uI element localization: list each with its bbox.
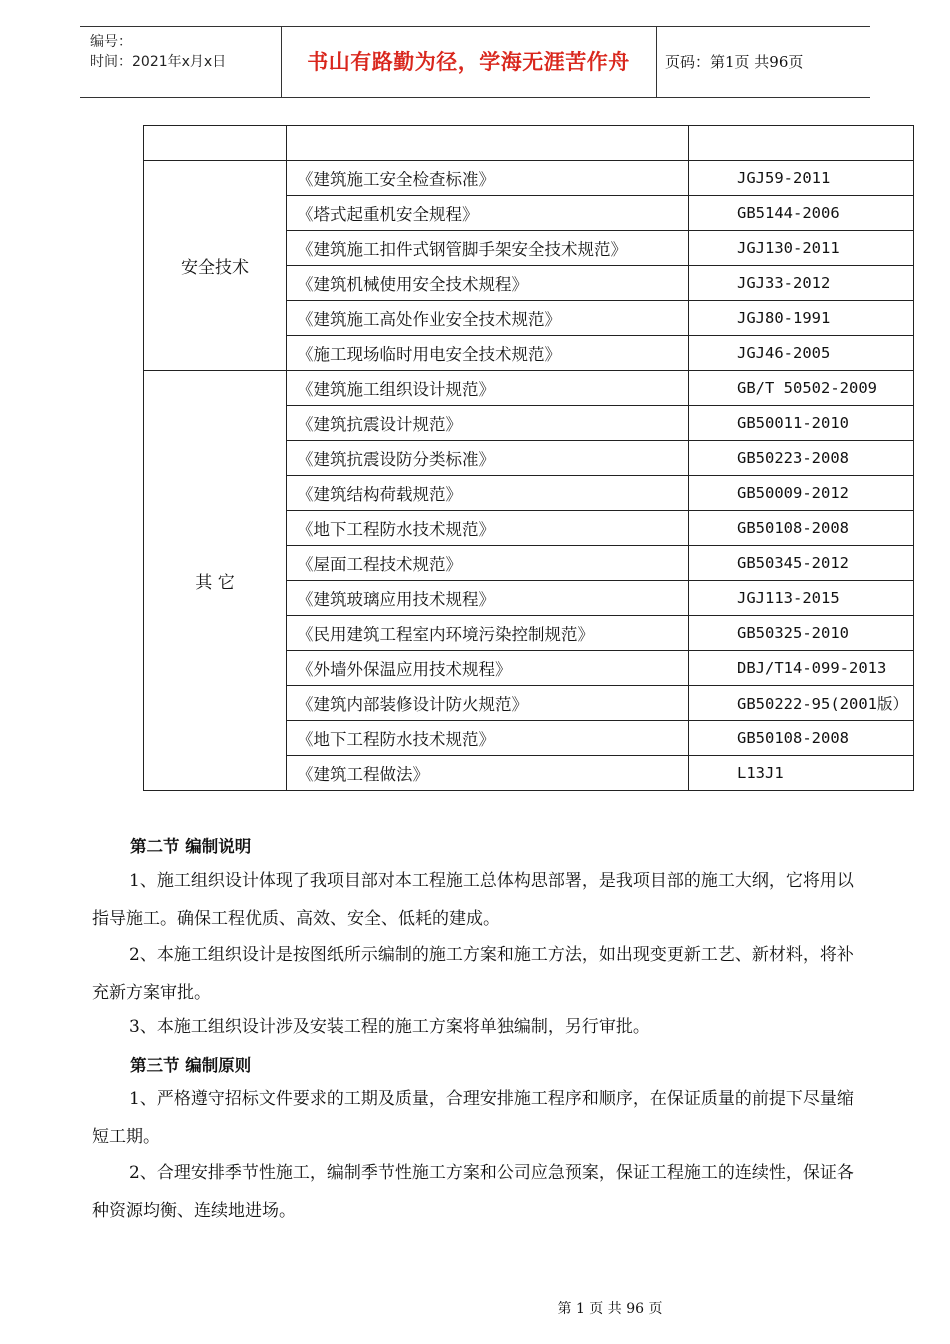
table-cell — [689, 126, 914, 161]
standard-name-cell: 《建筑施工安全检查标准》 — [287, 161, 689, 196]
header-divider — [656, 27, 657, 97]
document-number-label: 编号： — [90, 34, 132, 50]
paragraph: 1、施工组织设计体现了我项目部对本工程施工总体构思部署，是我项目部的施工大纲，它将用以指导施工。确保工程优质、高效、安全、低耗的建成。 — [92, 871, 854, 929]
category-cell: 其 它 — [144, 371, 287, 791]
standard-code-cell: JGJ80-1991 — [689, 301, 914, 336]
category-cell: 安全技术 — [144, 161, 287, 371]
paragraph: 1、严格遵守招标文件要求的工期及质量，合理安排施工程序和顺序，在保证质量的前提下尽量缩短工期。 — [92, 1089, 854, 1147]
standard-name-cell: 《施工现场临时用电安全技术规范》 — [287, 336, 689, 371]
standard-code-cell: JGJ113-2015 — [689, 581, 914, 616]
paragraph: 2、合理安排季节性施工，编制季节性施工方案和公司应急预案，保证工程施工的连续性，保证各种资源均衡、连续地进场。 — [92, 1163, 854, 1221]
standard-code-cell: JGJ59-2011 — [689, 161, 914, 196]
table-header-row — [144, 126, 914, 161]
standard-name-cell: 《建筑抗震设防分类标准》 — [287, 441, 689, 476]
standard-code-cell: JGJ130-2011 — [689, 231, 914, 266]
table-cell — [144, 126, 287, 161]
table-row — [144, 161, 914, 196]
standard-code-cell: GB50325-2010 — [689, 616, 914, 651]
standard-name-cell: 《建筑施工扣件式钢管脚手架安全技术规范》 — [287, 231, 689, 266]
standard-code-cell: GB50345-2012 — [689, 546, 914, 581]
standard-name-cell: 《建筑玻璃应用技术规程》 — [287, 581, 689, 616]
standards-table-body — [144, 126, 914, 791]
standard-code-cell: GB50222-95(2001版） — [689, 686, 914, 721]
standard-name-cell: 《建筑施工组织设计规范》 — [287, 371, 689, 406]
header-meta — [90, 32, 226, 72]
page-header — [80, 26, 870, 98]
standard-name-cell: 《建筑内部装修设计防火规范》 — [287, 686, 689, 721]
standard-name-cell: 《建筑工程做法》 — [287, 756, 689, 791]
standard-name-cell: 《屋面工程技术规范》 — [287, 546, 689, 581]
standard-code-cell: JGJ33-2012 — [689, 266, 914, 301]
standard-code-cell: GB5144-2006 — [689, 196, 914, 231]
standard-name-cell: 《建筑抗震设计规范》 — [287, 406, 689, 441]
standard-name-cell: 《外墙外保温应用技术规程》 — [287, 651, 689, 686]
section-heading: 第三节 编制原则 — [130, 1056, 252, 1075]
page-footer: 第 1 页 共 96 页 — [557, 1301, 663, 1317]
standard-code-cell: GB50108-2008 — [689, 511, 914, 546]
table-cell — [287, 126, 689, 161]
standard-code-cell: GB50009-2012 — [689, 476, 914, 511]
standard-code-cell: GB/T 50502-2009 — [689, 371, 914, 406]
standard-name-cell: 《建筑施工高处作业安全技术规范》 — [287, 301, 689, 336]
standard-code-cell: GB50108-2008 — [689, 721, 914, 756]
paragraph: 3、本施工组织设计涉及安装工程的施工方案将单独编制，另行审批。 — [129, 1017, 650, 1037]
standard-name-cell: 《建筑结构荷载规范》 — [287, 476, 689, 511]
standard-code-cell: L13J1 — [689, 756, 914, 791]
standard-name-cell: 《民用建筑工程室内环境污染控制规范》 — [287, 616, 689, 651]
standards-table — [143, 125, 914, 791]
standard-name-cell: 《地下工程防水技术规范》 — [287, 511, 689, 546]
document-time: 时间：2021年x月x日 — [90, 54, 227, 70]
standard-code-cell: GB50223-2008 — [689, 441, 914, 476]
header-page-info: 页码：第1页 共96页 — [665, 53, 804, 71]
standard-code-cell: DBJ/T14-099-2013 — [689, 651, 914, 686]
standard-code-cell: GB50011-2010 — [689, 406, 914, 441]
header-motto: 书山有路勤为径，学海无涯苦作舟 — [307, 49, 630, 74]
standard-name-cell: 《建筑机械使用安全技术规程》 — [287, 266, 689, 301]
standard-name-cell: 《地下工程防水技术规范》 — [287, 721, 689, 756]
paragraph: 2、本施工组织设计是按图纸所示编制的施工方案和施工方法，如出现变更新工艺、新材料，将补充新方案审批。 — [92, 945, 854, 1003]
standard-name-cell: 《塔式起重机安全规程》 — [287, 196, 689, 231]
section-heading: 第二节 编制说明 — [130, 837, 252, 856]
standard-code-cell: JGJ46-2005 — [689, 336, 914, 371]
table-row — [144, 371, 914, 406]
